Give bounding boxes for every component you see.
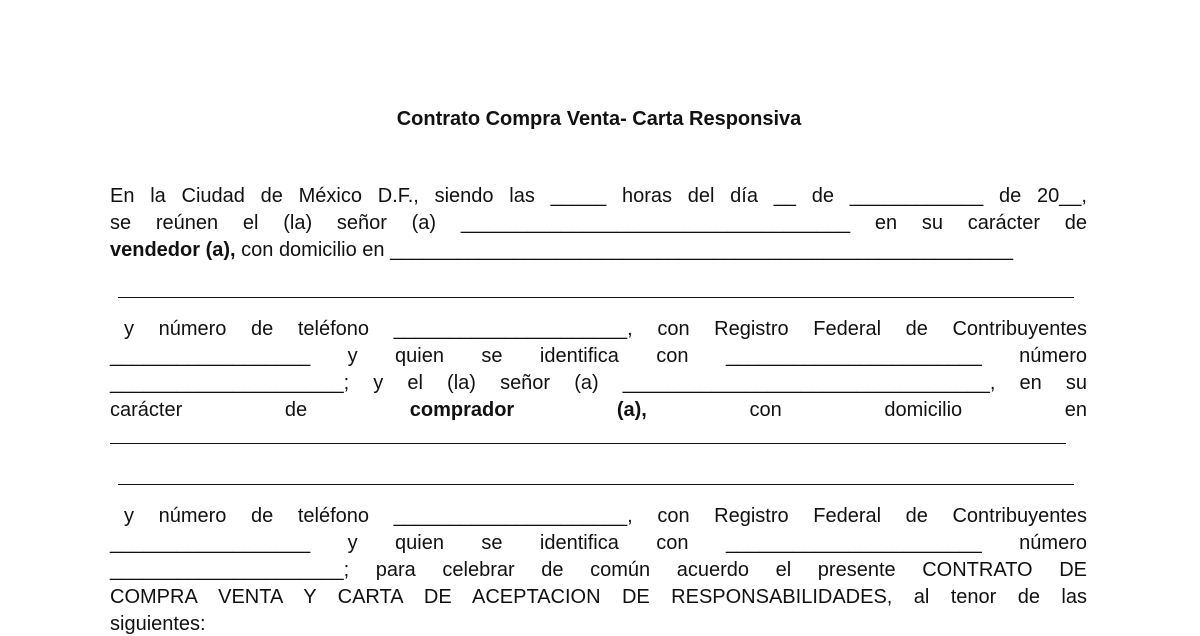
vendedor-label: vendedor (a), [110, 239, 236, 261]
domicilio-text: con domicilio en ________________________________________________________ [235, 239, 1013, 261]
paragraph-line-5: y número de teléfono _____________________, con Registro Federal de Contribuyentes [124, 318, 1087, 340]
paragraph-line-3 [110, 238, 1087, 262]
paragraph-line-12: __________________ y quien se identifica con _______________________ número [110, 532, 1087, 554]
paragraph-line-13: _____________________; para celebrar de común acuerdo el presente CONTRATO DE [110, 559, 1087, 581]
document-title: Contrato Compra Venta- Carta Responsiva [396, 108, 802, 130]
paragraph-line-7: _____________________; y el (la) señor (a) _________________________________, en su [110, 372, 1087, 394]
paragraph-line-1: En la Ciudad de México D.F., siendo las _____ horas del día __ de ____________ de 20__, [110, 185, 1087, 207]
paragraph-line-8: carácter de comprador (a), con domicilio en [110, 399, 1088, 421]
paragraph-line-2: se reúnen el (la) señor (a) ___________________________________ en su carácter de [110, 212, 1087, 234]
blank-rule-vendedor-address [118, 297, 1074, 298]
comprador-label: comprador [409, 399, 515, 421]
blank-rule-comprador-address-1 [110, 443, 1066, 444]
paragraph-line-15: siguientes: [110, 613, 206, 635]
blank-rule-comprador-address-2 [118, 484, 1074, 485]
paragraph-line-11: y número de teléfono _____________________, con Registro Federal de Contribuyentes [124, 505, 1087, 527]
paragraph-line-6: __________________ y quien se identifica con _______________________ número [110, 345, 1087, 367]
paragraph-line-14: COMPRA VENTA Y CARTA DE ACEPTACION DE RESPONSABILIDADES, al tenor de las [110, 586, 1087, 608]
